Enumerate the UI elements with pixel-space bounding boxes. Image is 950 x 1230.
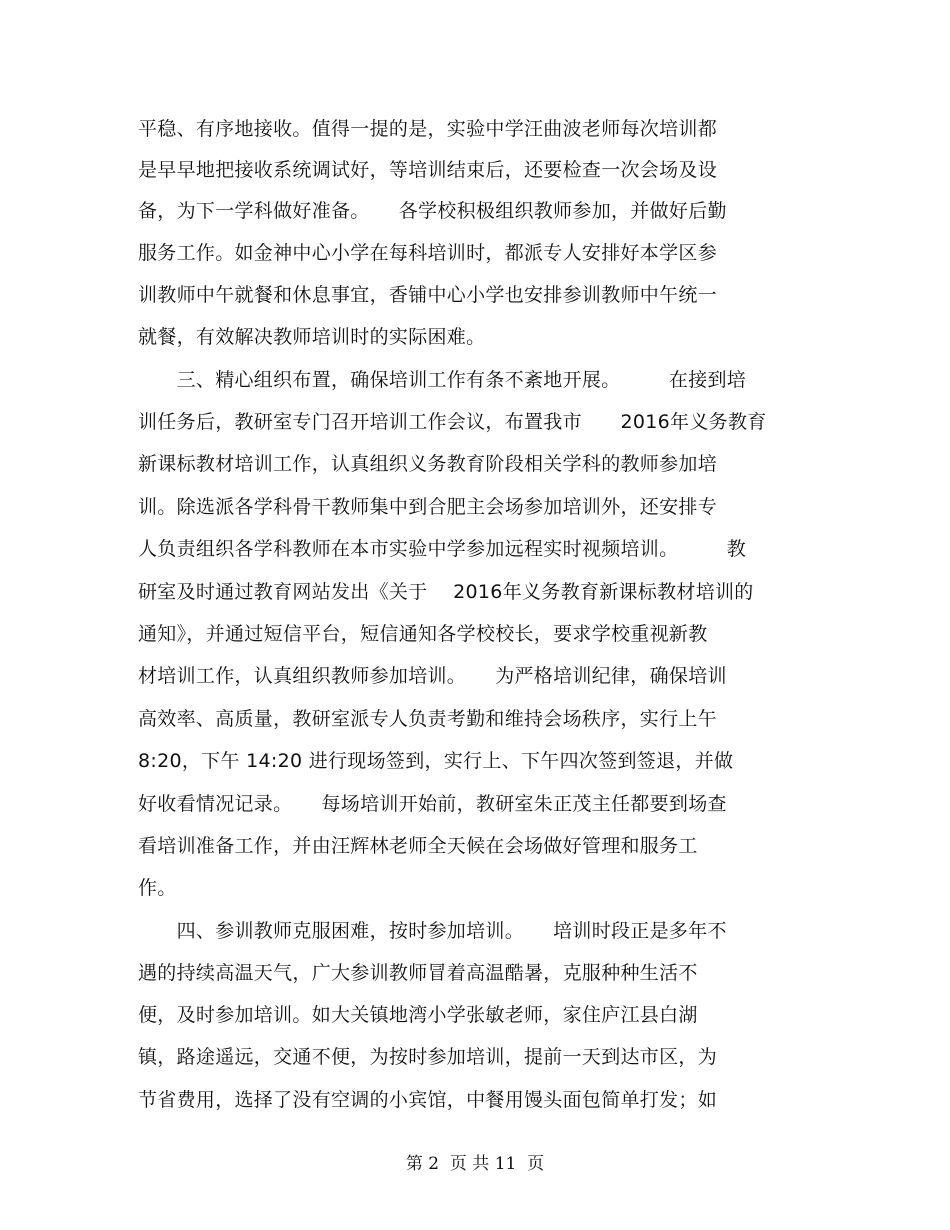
body-text-line: 训。除选派各学科骨干教师集中到合肥主会场参加培训外，还安排专 <box>138 496 718 518</box>
body-text-line: 节省费用，选择了没有空调的小宾馆，中餐用馒头面包简单打发；如 <box>138 1089 718 1111</box>
body-text-line: 镇，路途遥远，交通不便，为按时参加培训，提前一天到达市区，为 <box>138 1046 718 1068</box>
body-text-line: 通知》，并通过短信平台，短信通知各学校校长，要求学校重视新教 <box>138 623 708 645</box>
body-text-line: 是早早地把接收系统调试好，等培训结束后，还要检查一次会场及设 <box>138 159 718 181</box>
body-text-line: 服务工作。如金神中心小学在每科培训时，都派专人安排好本学区参 <box>138 242 718 264</box>
body-text-line: 就餐，有效解决教师培训时的实际困难。 <box>138 326 486 348</box>
body-text-line: 研室及时通过教育网站发出《关于 2016年义务教育新课标教材培训的 <box>138 581 754 603</box>
section-heading-line: 四、参训教师克服困难，按时参加培训。 培训时段正是多年不 <box>138 920 727 942</box>
body-text-line: 人负责组织各学科教师在本市实验中学参加远程实时视频培训。 教 <box>138 538 747 560</box>
body-text-line: 好收看情况记录。 每场培训开始前，教研室朱正茂主任都要到场查 <box>138 793 727 815</box>
body-text-line: 看培训准备工作，并由汪辉林老师全天候在会场做好管理和服务工 <box>138 835 698 857</box>
body-text-line: 遇的持续高温天气，广大参训教师冒着高温酷暑，克服种种生活不 <box>138 962 698 984</box>
body-text-line: 高效率、高质量，教研室派专人负责考勤和维持会场秩序，实行上午 <box>138 708 718 730</box>
body-text-line: 8:20，下午 14:20 进行现场签到，实行上、下午四次签到签退，并做 <box>138 750 734 772</box>
body-text-line: 材培训工作，认真组织教师参加培训。 为严格培训纪律，确保培训 <box>138 665 727 687</box>
body-text-line: 训任务后，教研室专门召开培训工作会议，布置我市 2016年义务教育 <box>138 411 767 433</box>
body-text-line: 备，为下一学科做好准备。 各学校积极组织教师参加，并做好后勤 <box>138 200 727 222</box>
body-text-line: 便，及时参加培训。如大关镇地湾小学张敏老师，家住庐江县白湖 <box>138 1004 698 1026</box>
body-text-line: 训教师中午就餐和休息事宜，香铺中心小学也安排参训教师中午统一 <box>138 284 718 306</box>
section-heading-line: 三、精心组织布置，确保培训工作有条不紊地开展。 在接到培 <box>138 369 747 391</box>
body-text-line: 新课标教材培训工作，认真组织义务教育阶段相关学科的教师参加培 <box>138 453 718 475</box>
body-text-line: 平稳、有序地接收。值得一提的是，实验中学汪曲波老师每次培训都 <box>138 118 718 140</box>
page-number-footer: 第 2 页 共 11 页 <box>405 1154 545 1174</box>
body-text-line: 作。 <box>138 877 177 899</box>
